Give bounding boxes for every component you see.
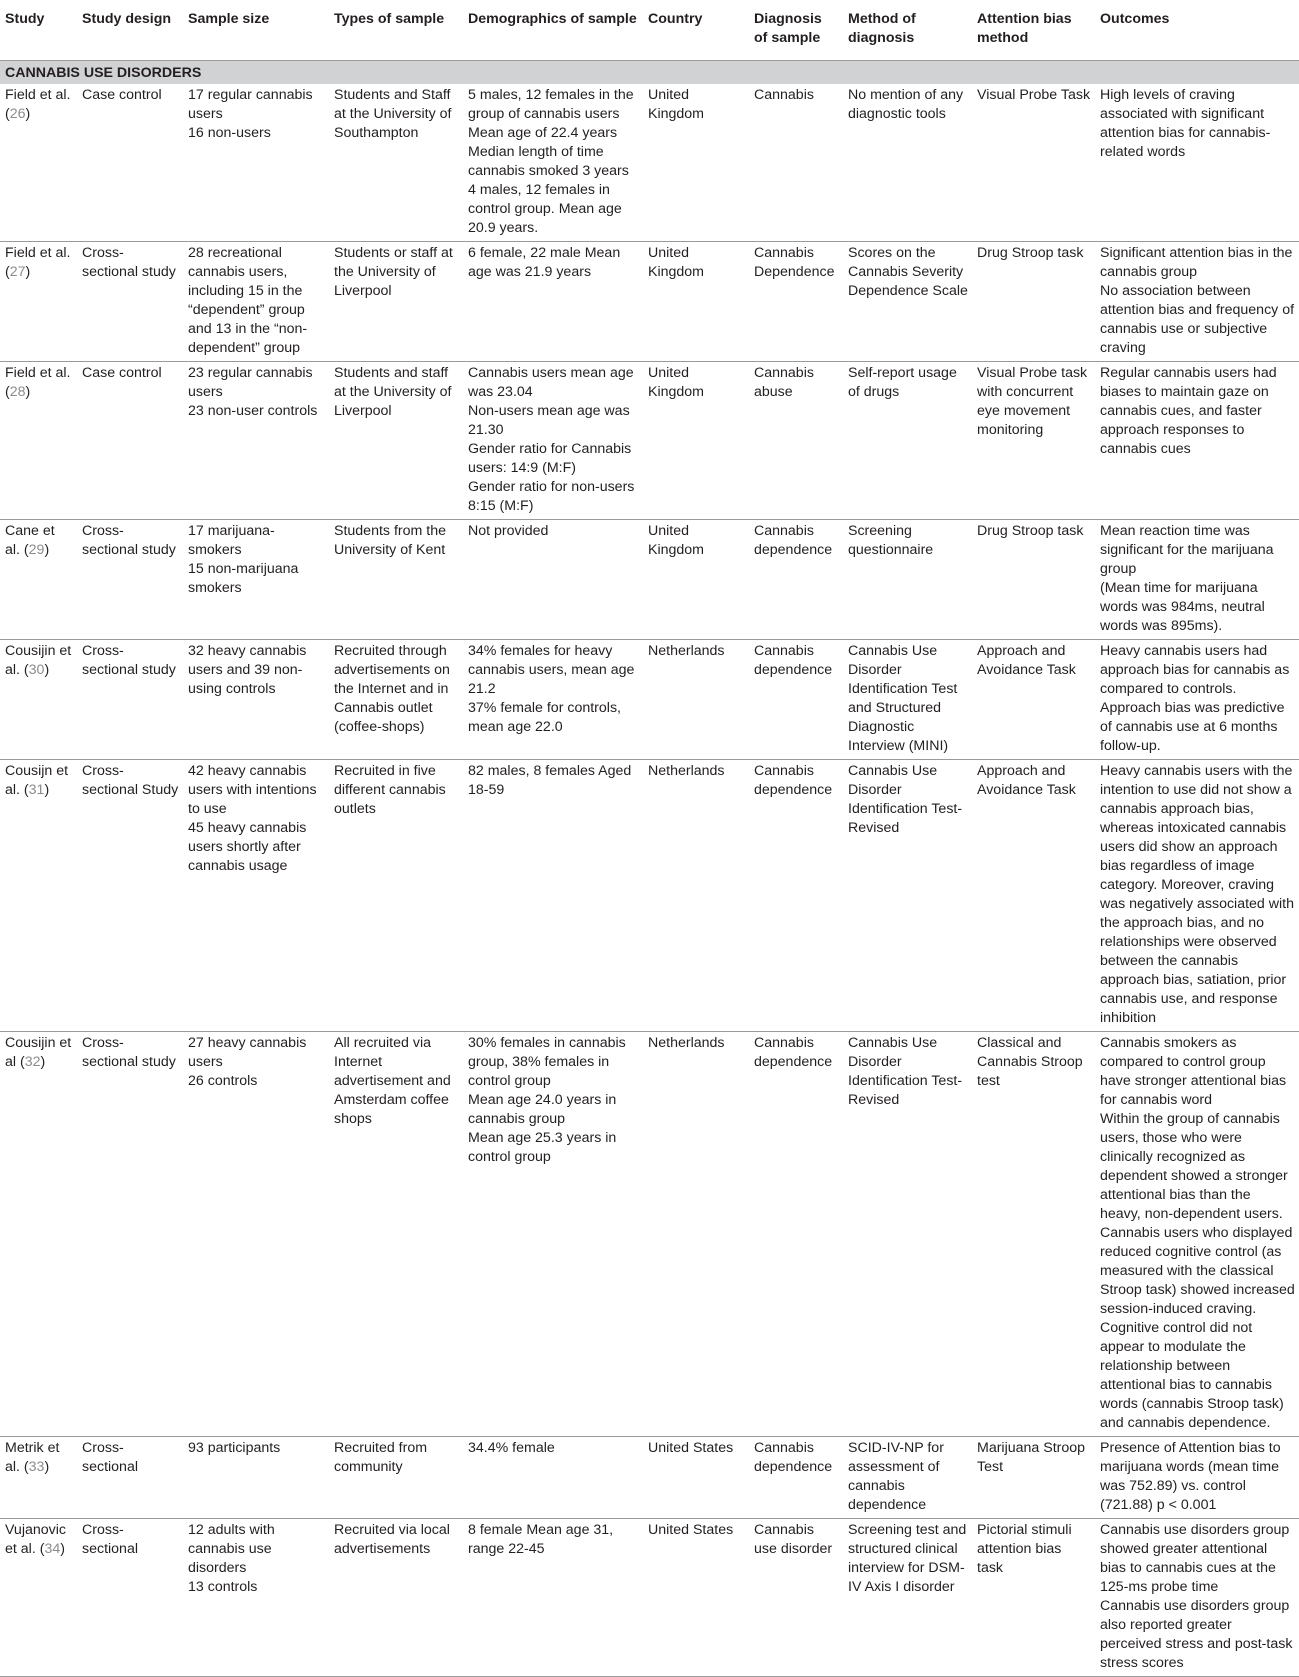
- study-cell: Field et al. (27): [0, 242, 77, 362]
- sample-type-cell: Students or staff at the University of Liverpool: [329, 242, 463, 362]
- sample-size-cell: 12 adults with cannabis use disorders 13 controls: [183, 1519, 329, 1677]
- diagnosis-method-cell: Cannabis Use Disorder Identification Test-Revised: [843, 1032, 972, 1437]
- table-row: [0, 1437, 1299, 1519]
- study-cell: Metrik et al. (33): [0, 1437, 77, 1519]
- header-cell: Attention bias method: [972, 0, 1095, 61]
- country-cell: Netherlands: [643, 640, 749, 760]
- citation-link[interactable]: 30: [28, 662, 45, 678]
- outcomes-cell: Cannabis smokers as compared to control group have stronger attentional bias for cannabis word Within the group of cannabis users, those who were clinically recognized as dependent showed a stronger attentional bias than the heavy, non-dependent users. Cannabis users who displayed reduced cognitive control (as measured with the classical Stroop task) showed increased session-induced craving. Cognitive control did not appear to modulate the relationship between attentional bias to cannabis words (cannabis Stroop task) and cannabis dependence.: [1095, 1032, 1299, 1437]
- table-row: [0, 520, 1299, 640]
- attention-bias-method-cell: Classical and Cannabis Stroop test: [972, 1032, 1095, 1437]
- sample-type-cell: Students and Staff at the University of Southampton: [329, 84, 463, 242]
- table-row: [0, 1032, 1299, 1437]
- diagnosis-cell: Cannabis Dependence: [749, 242, 843, 362]
- sample-size-cell: 93 participants: [183, 1437, 329, 1519]
- country-cell: United States: [643, 1519, 749, 1677]
- sample-type-cell: Recruited through advertisements on the Internet and in Cannabis outlet (coffee-shops): [329, 640, 463, 760]
- sample-type-cell: Recruited via local advertisements: [329, 1519, 463, 1677]
- design-cell: Cross-sectional study: [77, 1032, 183, 1437]
- attention-bias-method-cell: Visual Probe Task: [972, 84, 1095, 242]
- outcomes-cell: Mean reaction time was significant for the marijuana group (Mean time for marijuana words was 984ms, neutral words was 895ms).: [1095, 520, 1299, 640]
- outcomes-cell: Presence of Attention bias to marijuana words (mean time was 752.89) vs. control (721.88) p < 0.001: [1095, 1437, 1299, 1519]
- table-row: [0, 1519, 1299, 1677]
- header-cell: Diagnosis of sample: [749, 0, 843, 61]
- sample-size-cell: 23 regular cannabis users 23 non-user controls: [183, 362, 329, 520]
- sample-type-cell: Students and staff at the University of Liverpool: [329, 362, 463, 520]
- table-row: [0, 640, 1299, 760]
- outcomes-cell: Heavy cannabis users had approach bias for cannabis as compared to controls. Approach bias was predictive of cannabis use at 6 months follow-up.: [1095, 640, 1299, 760]
- design-cell: Cross-sectional study: [77, 640, 183, 760]
- citation-link[interactable]: 29: [28, 542, 45, 558]
- header-row: [0, 0, 1299, 61]
- outcomes-cell: Cannabis use disorders group showed greater attentional bias to cannabis cues at the 125-ms probe time Cannabis use disorders group also reported greater perceived stress and post-task stress scores: [1095, 1519, 1299, 1677]
- diagnosis-cell: Cannabis abuse: [749, 362, 843, 520]
- demographics-cell: 34% females for heavy cannabis users, mean age 21.2 37% female for controls, mean age 22.0: [463, 640, 643, 760]
- sample-type-cell: Students from the University of Kent: [329, 520, 463, 640]
- country-cell: Netherlands: [643, 760, 749, 1032]
- diagnosis-cell: Cannabis dependence: [749, 520, 843, 640]
- citation-link[interactable]: 33: [28, 1459, 45, 1475]
- outcomes-cell: Significant attention bias in the cannabis group No association between attention bias and frequency of cannabis use or subjective craving: [1095, 242, 1299, 362]
- header-cell: Outcomes: [1095, 0, 1299, 61]
- country-cell: United Kingdom: [643, 520, 749, 640]
- section-row: [0, 61, 1299, 85]
- country-cell: United Kingdom: [643, 362, 749, 520]
- sample-type-cell: Recruited from community: [329, 1437, 463, 1519]
- country-cell: United Kingdom: [643, 242, 749, 362]
- diagnosis-method-cell: No mention of any diagnostic tools: [843, 84, 972, 242]
- attention-bias-method-cell: Approach and Avoidance Task: [972, 760, 1095, 1032]
- diagnosis-cell: Cannabis: [749, 84, 843, 242]
- citation-link[interactable]: 31: [28, 782, 45, 798]
- design-cell: Cross-sectional study: [77, 520, 183, 640]
- design-cell: Cross-sectional study: [77, 242, 183, 362]
- table-row: [0, 242, 1299, 362]
- diagnosis-cell: Cannabis dependence: [749, 760, 843, 1032]
- header-cell: Types of sample: [329, 0, 463, 61]
- diagnosis-method-cell: Screening test and structured clinical interview for DSM-IV Axis I disorder: [843, 1519, 972, 1677]
- citation-link[interactable]: 26: [9, 106, 26, 122]
- diagnosis-cell: Cannabis dependence: [749, 1032, 843, 1437]
- demographics-cell: 8 female Mean age 31, range 22-45: [463, 1519, 643, 1677]
- design-cell: Case control: [77, 84, 183, 242]
- study-cell: Cousijin et al (32): [0, 1032, 77, 1437]
- study-cell: Cousijin et al. (30): [0, 640, 77, 760]
- diagnosis-cell: Cannabis dependence: [749, 640, 843, 760]
- study-cell: Cane et al. (29): [0, 520, 77, 640]
- header-cell: Sample size: [183, 0, 329, 61]
- design-cell: Cross-sectional Study: [77, 760, 183, 1032]
- diagnosis-method-cell: Cannabis Use Disorder Identification Test and Structured Diagnostic Interview (MINI): [843, 640, 972, 760]
- sample-type-cell: All recruited via Internet advertisement and Amsterdam coffee shops: [329, 1032, 463, 1437]
- outcomes-cell: High levels of craving associated with significant attention bias for cannabis-related words: [1095, 84, 1299, 242]
- citation-link[interactable]: 34: [44, 1541, 61, 1557]
- header-cell: Study design: [77, 0, 183, 61]
- sample-size-cell: 28 recreational cannabis users, including 15 in the “dependent” group and 13 in the “non-dependent” group: [183, 242, 329, 362]
- country-cell: United States: [643, 1437, 749, 1519]
- demographics-cell: 6 female, 22 male Mean age was 21.9 years: [463, 242, 643, 362]
- header-cell: Demographics of sample: [463, 0, 643, 61]
- header-cell: Country: [643, 0, 749, 61]
- diagnosis-method-cell: SCID-IV-NP for assessment of cannabis dependence: [843, 1437, 972, 1519]
- header-cell: Study: [0, 0, 77, 61]
- design-cell: Cross-sectional: [77, 1437, 183, 1519]
- design-cell: Cross-sectional: [77, 1519, 183, 1677]
- citation-link[interactable]: 27: [9, 264, 26, 280]
- table-row: [0, 84, 1299, 242]
- attention-bias-method-cell: Marijuana Stroop Test: [972, 1437, 1095, 1519]
- demographics-cell: 82 males, 8 females Aged 18-59: [463, 760, 643, 1032]
- table-row: [0, 760, 1299, 1032]
- outcomes-cell: Heavy cannabis users with the intention to use did not show a cannabis approach bias, whereas intoxicated cannabis users did show an approach bias regardless of image category. Moreover, craving was negatively associated with the approach bias, and no relationships were observed between the cannabis approach bias, satiation, prior cannabis use, and response inhibition: [1095, 760, 1299, 1032]
- study-cell: Field et al. (26): [0, 84, 77, 242]
- sample-size-cell: 17 marijuana-smokers 15 non-marijuana smokers: [183, 520, 329, 640]
- table-row: [0, 362, 1299, 520]
- sample-size-cell: 32 heavy cannabis users and 39 non-using controls: [183, 640, 329, 760]
- study-cell: Cousijn et al. (31): [0, 760, 77, 1032]
- diagnosis-method-cell: Self-report usage of drugs: [843, 362, 972, 520]
- sample-size-cell: 42 heavy cannabis users with intentions to use 45 heavy cannabis users shortly after cannabis usage: [183, 760, 329, 1032]
- attention-bias-method-cell: Visual Probe task with concurrent eye movement monitoring: [972, 362, 1095, 520]
- diagnosis-method-cell: Scores on the Cannabis Severity Dependence Scale: [843, 242, 972, 362]
- sample-size-cell: 27 heavy cannabis users 26 controls: [183, 1032, 329, 1437]
- design-cell: Case control: [77, 362, 183, 520]
- header-cell: Method of diagnosis: [843, 0, 972, 61]
- diagnosis-cell: Cannabis dependence: [749, 1437, 843, 1519]
- demographics-cell: 30% females in cannabis group, 38% females in control group Mean age 24.0 years in cannabis group Mean age 25.3 years in control group: [463, 1032, 643, 1437]
- sample-type-cell: Recruited in five different cannabis outlets: [329, 760, 463, 1032]
- diagnosis-method-cell: Cannabis Use Disorder Identification Test-Revised: [843, 760, 972, 1032]
- section-title: CANNABIS USE DISORDERS: [0, 61, 1299, 85]
- study-cell: Vujanovic et al. (34): [0, 1519, 77, 1677]
- demographics-cell: Not provided: [463, 520, 643, 640]
- demographics-cell: Cannabis users mean age was 23.04 Non-users mean age was 21.30 Gender ratio for Cannabis users: 14:9 (M:F) Gender ratio for non-users 8:15 (M:F): [463, 362, 643, 520]
- outcomes-cell: Regular cannabis users had biases to maintain gaze on cannabis cues, and faster approach responses to cannabis cues: [1095, 362, 1299, 520]
- country-cell: United Kingdom: [643, 84, 749, 242]
- citation-link[interactable]: 32: [24, 1054, 41, 1070]
- citation-link[interactable]: 28: [9, 384, 26, 400]
- attention-bias-method-cell: Approach and Avoidance Task: [972, 640, 1095, 760]
- attention-bias-method-cell: Drug Stroop task: [972, 242, 1095, 362]
- study-cell: Field et al. (28): [0, 362, 77, 520]
- country-cell: Netherlands: [643, 1032, 749, 1437]
- sample-size-cell: 17 regular cannabis users 16 non-users: [183, 84, 329, 242]
- demographics-cell: 34.4% female: [463, 1437, 643, 1519]
- attention-bias-method-cell: Drug Stroop task: [972, 520, 1095, 640]
- attention-bias-method-cell: Pictorial stimuli attention bias task: [972, 1519, 1095, 1677]
- demographics-cell: 5 males, 12 females in the group of cannabis users Mean age of 22.4 years Median length of time cannabis smoked 3 years 4 males, 12 females in control group. Mean age 20.9 years.: [463, 84, 643, 242]
- diagnosis-method-cell: Screening questionnaire: [843, 520, 972, 640]
- diagnosis-cell: Cannabis use disorder: [749, 1519, 843, 1677]
